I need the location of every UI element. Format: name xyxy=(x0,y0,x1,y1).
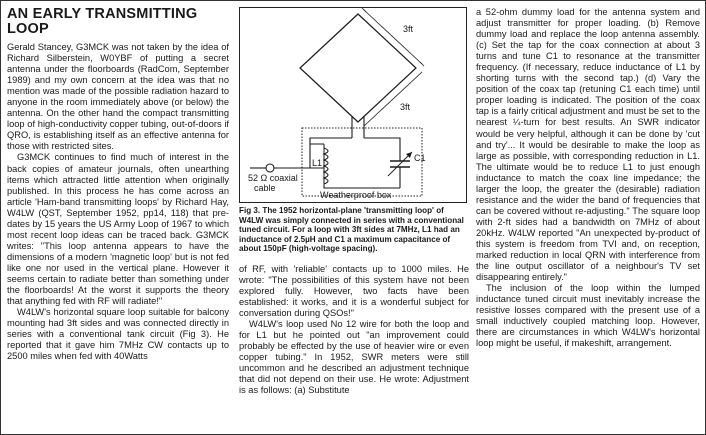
loop-diagram xyxy=(240,8,466,202)
paragraph-square-loop: W4LW's horizontal square loop suitable for balcony mounting had 3ft sides and was connected directly in series with a conventional tank circuit (Fig 3). He reported that it gave him 7MHz CW contacts up to 2500 miles when fed with 40Watts xyxy=(7,307,229,362)
paragraph-intro: Gerald Stancey, G3MCK was not taken by the idea of Richard Silberstein, W0YBF of putting a secret antenna under the floorboards (RadCom, September 1989) and my own concern at the idea was that no mention was made of the possible radiation hazard to anyone in the room immediately above (or below) the antenna. On the other hand the compact transmitting loop of high-conductivity copper tubing, out-of-doors if QRO, is establishing itself as an effective antenna for those with restricted sites. xyxy=(7,42,229,152)
figure-caption: Fig 3. The 1952 horizontal-plane 'transmitting loop' of W4LW was simply connected in series with a conventional tuned circuit. For a loop with 3ft sides at 7MHz, L1 had an inductance of 2.5µH and C1 a maximum capacitance of about 150pF (high-voltage spacing). xyxy=(239,206,464,254)
paragraph-adjustment: a 52-ohm dummy load for the antenna system and adjust transmitter for proper loading. (b) Remove dummy load and replace the loop antenna assembly. (c) Set the tap for the coax connection at about 3 turns and tune C1 to resonance at the transmitter frequency. (If necessary, reduce inductance of L1 by shorting turns with the second tap.) (d) Vary the position of the coax tap (retuning C1 each time) until proper loading is indicated. The position of the coax tap is a fairly critical adjustment and must be set to the nearest ¼-turn for best results. An SWR indicator would be very helpful, although it can be done by 'cut and try'... It would be desirable to make the loop as large as possible, with corresponding reduction in L1. The ultimate would be to reduce L1 to just enough inductance to match the coax line impedance; the larger the loop, the greater the (desirable) radiation resistance and the wider the band of frequencies that can be covered without re-adjusting." The square loop with 2-ft sides had a bandwidth on 7MHz of about 20kHz. W4LW reported "An unexpected by-product of this system is freedom from TVI and, on reception, marked reduction in local QRN with interference from the line output oscillator of a neighbour's TV set disappearing entirely." xyxy=(476,7,700,283)
c1-label: C1 xyxy=(414,153,426,163)
l1-label: L1 xyxy=(312,158,323,168)
dimension-line-bottom xyxy=(364,72,422,126)
coax-label-line1: 52 Ω coaxial xyxy=(248,173,298,183)
dimension-line-top xyxy=(364,10,422,64)
column-1 xyxy=(7,7,229,362)
paragraph-rf-contacts: of RF, with 'reliable' contacts up to 1000 miles. He wrote: "The possibilities of this system have not been explored fully. However, two facts have been established: it works, and it is a wonderful subject for conversation during QSOs!" xyxy=(239,263,469,319)
column-3 xyxy=(476,7,700,349)
box-label: Weatherproof box xyxy=(320,190,392,200)
capacitor-c1-icon xyxy=(388,146,412,188)
side-label-top: 3ft xyxy=(403,24,414,34)
coax-label-line2: cable xyxy=(254,183,276,193)
side-label-right: 3ft xyxy=(400,102,411,112)
inductor-l1-icon xyxy=(324,144,328,186)
column-2 xyxy=(239,7,469,397)
headline-line-2: LOOP xyxy=(7,20,49,37)
paragraph-loop-wire: W4LW's loop used No 12 wire for both the loop and for L1 but he pointed out "an improvement could probably be effected by the use of heavier wire or even copper tubing." In 1952, SWR meters were still uncommon and he described an adjustment technique that did not depend on their use. He wrote: Adjustment is as follows: (a) Substitute xyxy=(239,319,469,396)
paragraph-back-copies: G3MCK continues to find much of interest in the back copies of amateur journals, often unearthing items which attracted little attention when originally published. In this process he has come across an article 'Ham-band transmitting loops' by Richard Hay, W4LW (QST, September 1952, pp14, 118) that pre-dates by 15 years the US Army Loop of 1967 to which most recent loop ideas can be traced back. G3MCK writes: "This loop antenna appears to have the dimensions of a modern 'magnetic loop' but is not fed like one nor used in the vertical plane. However it seems certain to radiate better than something under the floorboards! At the worst it supports the theory that anything fed with RF will radiate!" xyxy=(7,152,229,307)
article-headline xyxy=(7,7,229,36)
paragraph-conclusion: The inclusion of the loop within the lumped inductance tuned circuit must inevitably increase the resistive losses compared with the present use of a small inductively coupled matching loop. However, there are circumstances in which W4LW's horizontal loop might be useful, if makeshift, arrangement. xyxy=(476,283,700,349)
coax-connector-icon xyxy=(266,164,274,172)
square-loop-shape xyxy=(300,14,416,122)
figure-3 xyxy=(239,7,467,203)
headline-line-1: AN EARLY TRANSMITTING xyxy=(7,6,198,22)
